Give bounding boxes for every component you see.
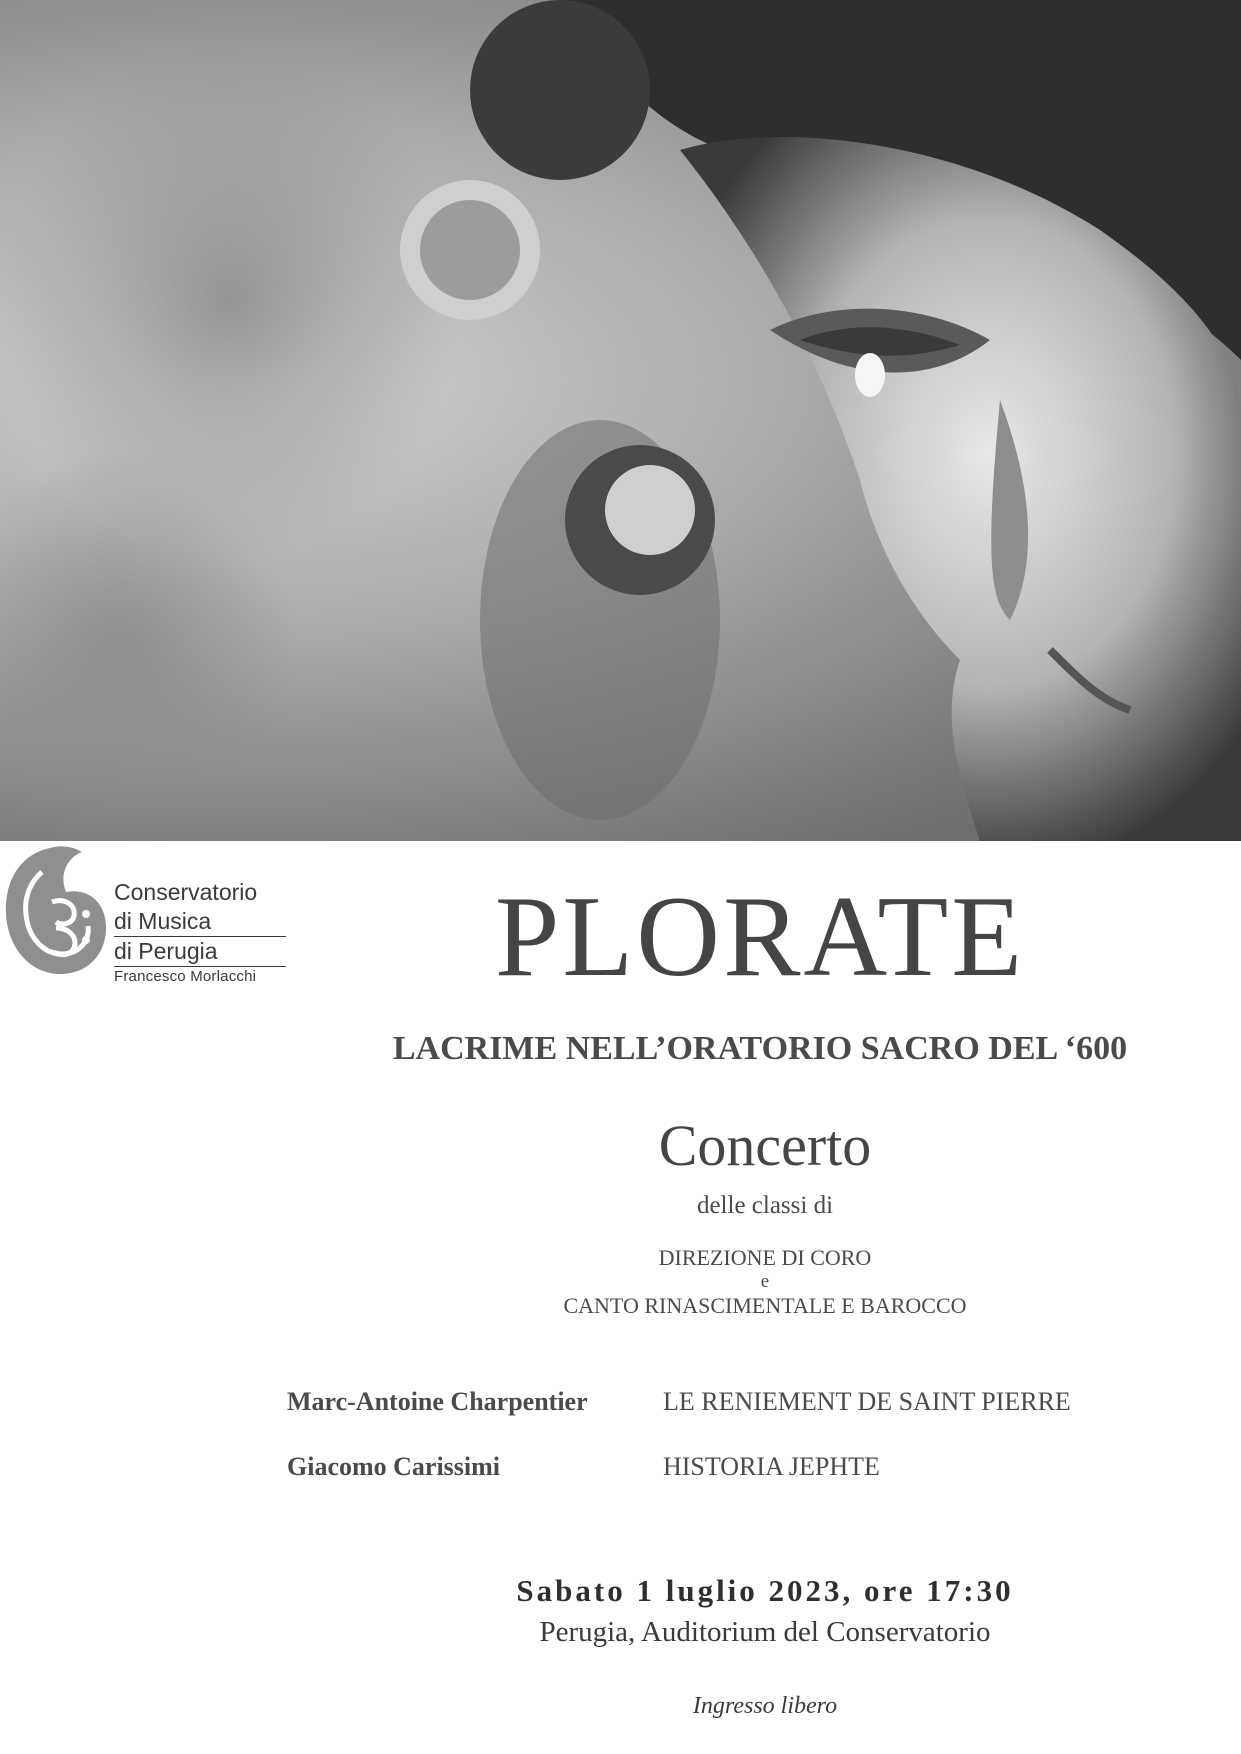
event-date: Sabato 1 luglio 2023, ore 17:30: [516, 1573, 1014, 1608]
entry-note: Ingresso libero: [692, 1693, 838, 1719]
logo-line-1: Conservatorio: [114, 879, 258, 905]
event-title: PLORATE: [494, 873, 1026, 1001]
work-title: HISTORIA JEPHTE: [663, 1452, 880, 1481]
logo-line-4: Francesco Morlacchi: [114, 968, 257, 985]
event-venue: Perugia, Auditorium del Conservatorio: [539, 1616, 991, 1648]
program-item: [287, 1452, 1187, 1517]
classes-list: [420, 1244, 1110, 1320]
logo-wordmark: [114, 878, 286, 987]
work-title: LE RENIEMENT DE SAINT PIERRE: [663, 1387, 1071, 1416]
conservatorio-logo-icon: [2, 842, 112, 982]
class-conjunction: e: [760, 1271, 770, 1292]
hero-statue-photo: [0, 0, 1241, 841]
concert-heading: Concerto: [658, 1113, 872, 1178]
classes-intro: delle classi di: [696, 1192, 834, 1219]
logo-line-3: di Perugia: [114, 937, 286, 967]
event-subtitle: LACRIME NELL’ORATORIO SACRO DEL ‘600: [392, 1030, 1128, 1067]
logo-line-2: di Musica: [114, 907, 286, 937]
conservatorio-logo: [2, 842, 302, 985]
program-item: [287, 1387, 1187, 1452]
composer-name: Marc-Antoine Charpentier: [287, 1387, 588, 1416]
class-choir-direction: DIREZIONE DI CORO: [658, 1245, 872, 1270]
program-list: [287, 1387, 1187, 1517]
class-renaissance-baroque-singing: CANTO RINASCIMENTALE E BAROCCO: [563, 1293, 967, 1318]
composer-name: Giacomo Carissimi: [287, 1452, 501, 1481]
